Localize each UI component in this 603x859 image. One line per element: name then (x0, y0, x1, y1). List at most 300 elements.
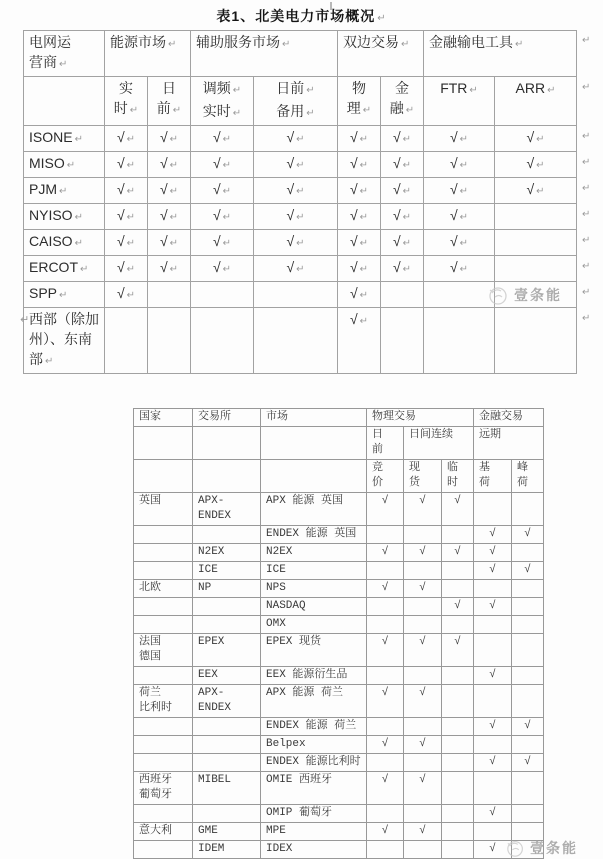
header-cell: 双边交易 ↵ (338, 30, 424, 77)
header-cell: 实 时 ↵ (105, 77, 148, 126)
paragraph-mark: ↵ (459, 212, 469, 223)
check-cell: √ ↵ (381, 178, 424, 204)
check-cell: √ ↵ (191, 204, 254, 230)
check-cell: √ ↵ (424, 230, 495, 256)
row-label-cell: 北欧 (133, 580, 193, 598)
watermark-bird-icon (487, 284, 511, 306)
paragraph-mark: ↵ (222, 212, 232, 223)
empty-cell (474, 685, 512, 718)
empty-cell (133, 427, 193, 460)
empty-cell (424, 282, 495, 308)
paragraph-mark: ↵ (459, 238, 469, 249)
check-cell: √ ↵ (424, 256, 495, 282)
paragraph-mark: ↵ (126, 134, 136, 145)
check-cell: √ ↵ (254, 126, 338, 152)
paragraph-mark: ↵ (582, 157, 591, 168)
check-cell: √ (442, 544, 474, 562)
check-cell: √ ↵ (424, 152, 495, 178)
check-cell: √ ↵ (254, 152, 338, 178)
check-cell: √ ↵ (105, 178, 148, 204)
paragraph-mark: ↵ (582, 313, 591, 324)
empty-cell (512, 685, 544, 718)
check-cell: √ ↵ (338, 256, 381, 282)
empty-cell (193, 616, 261, 634)
table-cell: OMX (261, 616, 367, 634)
header-cell: 临 时 (442, 460, 474, 493)
paragraph-mark: ↵ (359, 160, 369, 171)
paragraph-mark: ↵ (515, 39, 524, 50)
check-cell: √ (367, 685, 404, 718)
check-cell: √ ↵ (105, 126, 148, 152)
check-cell: √ ↵ (338, 152, 381, 178)
paragraph-mark: ↵ (402, 238, 412, 249)
table-cell: ICE (261, 562, 367, 580)
check-cell: √ ↵ (191, 152, 254, 178)
empty-cell (193, 598, 261, 616)
table-cell: APX-ENDEX (193, 493, 261, 526)
paragraph-mark: ↵ (296, 134, 305, 145)
table-cell: MIBEL (193, 772, 261, 805)
empty-cell (474, 616, 512, 634)
table-cell: APX 能源 荷兰 (261, 685, 367, 718)
empty-cell (367, 616, 404, 634)
empty-cell (367, 526, 404, 544)
table-cell: N2EX (193, 544, 261, 562)
paragraph-mark: ↵ (169, 212, 179, 223)
header-cell: 辅助服务市场 ↵ (191, 30, 338, 77)
empty-cell (474, 772, 512, 805)
empty-cell (424, 308, 495, 374)
paragraph-mark: ↵ (296, 212, 305, 223)
check-cell: √ ↵ (424, 178, 495, 204)
table-cell: IDEM (193, 841, 261, 859)
header-cell: 市场 (261, 408, 367, 427)
check-cell: √ ↵ (338, 178, 381, 204)
paragraph-mark: ↵ (359, 264, 369, 275)
check-cell: √ ↵ (105, 204, 148, 230)
empty-cell (404, 526, 442, 544)
watermark (505, 838, 578, 858)
empty-cell (133, 718, 193, 736)
empty-cell (367, 598, 404, 616)
table-cell: MPE (261, 823, 367, 841)
paragraph-mark: ↵ (232, 85, 242, 96)
check-cell: √ ↵ (424, 126, 495, 152)
paragraph-mark: ↵ (20, 314, 30, 326)
paragraph-mark: ↵ (536, 160, 545, 171)
north-america-market-table (23, 30, 593, 374)
empty-cell (367, 718, 404, 736)
table-cell: NASDAQ (261, 598, 367, 616)
check-cell: √ ↵ (105, 256, 148, 282)
empty-cell (512, 736, 544, 754)
table-cell: ENDEX 能源比利时 (261, 754, 367, 772)
empty-cell (133, 562, 193, 580)
paragraph-mark: ↵ (401, 39, 410, 50)
check-cell: √ ↵ (105, 152, 148, 178)
empty-cell (512, 580, 544, 598)
check-cell: √ (404, 736, 442, 754)
empty-cell (404, 667, 442, 685)
paragraph-mark: ↵ (126, 186, 136, 197)
header-cell: 竞 价 (367, 460, 404, 493)
row-label-cell: 荷兰 比利时 (133, 685, 193, 718)
paragraph-mark: ↵ (405, 105, 415, 116)
table-cell: EPEX 现货 (261, 634, 367, 667)
check-cell: √ ↵ (148, 230, 191, 256)
row-label-cell: 西班牙 葡萄牙 (133, 772, 193, 805)
check-cell: √ (474, 754, 512, 772)
check-cell: √ ↵ (381, 256, 424, 282)
paragraph-mark: ↵ (582, 261, 591, 272)
paragraph-mark: ↵ (74, 212, 83, 223)
empty-cell (193, 718, 261, 736)
paragraph-mark: ↵ (126, 160, 136, 171)
check-cell: √ (404, 493, 442, 526)
paragraph-mark: ↵ (80, 264, 89, 275)
check-cell: √ (512, 562, 544, 580)
paragraph-mark: ↵ (45, 356, 54, 367)
empty-cell (512, 772, 544, 805)
empty-cell (442, 772, 474, 805)
paragraph-mark: ↵ (74, 134, 83, 145)
table-cell: IDEX (261, 841, 367, 859)
paragraph-mark: ↵ (459, 186, 469, 197)
paragraph-mark: ↵ (59, 186, 68, 197)
check-cell: √ ↵ (105, 230, 148, 256)
empty-cell (404, 616, 442, 634)
check-cell: √ (367, 772, 404, 805)
empty-cell (193, 526, 261, 544)
paragraph-mark: ↵ (582, 35, 591, 46)
empty-cell (512, 544, 544, 562)
empty-cell (474, 634, 512, 667)
paragraph-mark: ↵ (296, 186, 305, 197)
paragraph-mark: ↵ (547, 85, 556, 96)
empty-cell (512, 805, 544, 823)
check-cell: √ ↵ (338, 126, 381, 152)
paragraph-mark: ↵ (402, 212, 412, 223)
check-cell: √ ↵ (254, 230, 338, 256)
check-cell: √ (367, 580, 404, 598)
check-cell: √ ↵ (495, 126, 577, 152)
paragraph-mark: ↵ (168, 39, 177, 50)
header-cell: 交易所 (193, 408, 261, 427)
check-cell: √ (474, 718, 512, 736)
paragraph-mark: ↵ (126, 212, 136, 223)
empty-cell (367, 667, 404, 685)
empty-cell (367, 754, 404, 772)
paragraph-mark: ↵ (536, 134, 545, 145)
header-cell: 国家 (133, 408, 193, 427)
paragraph-mark: ↵ (296, 238, 305, 249)
row-label-cell: 法国 德国 (133, 634, 193, 667)
empty-cell (442, 580, 474, 598)
watermark-text: 壹条能 (530, 840, 578, 856)
paragraph-mark: ↵ (169, 134, 179, 145)
empty-cell (495, 230, 577, 256)
check-cell: √ ↵ (191, 256, 254, 282)
empty-cell (261, 427, 367, 460)
paragraph-mark: ↵ (59, 59, 68, 70)
paragraph-mark: ↵ (126, 238, 136, 249)
check-cell: √ (367, 736, 404, 754)
check-cell: √ ↵ (148, 152, 191, 178)
empty-cell (512, 667, 544, 685)
paragraph-mark: ↵ (282, 39, 291, 50)
table-cell: ICE (193, 562, 261, 580)
row-label-cell: ISONE ↵ (23, 126, 105, 152)
check-cell: √ (442, 634, 474, 667)
europe-exchange-table (133, 408, 544, 859)
header-cell: 现 货 (404, 460, 442, 493)
check-cell: √ ↵ (191, 230, 254, 256)
check-cell: √ (404, 634, 442, 667)
empty-cell (367, 805, 404, 823)
paragraph-mark: ↵ (359, 212, 369, 223)
empty-cell (442, 841, 474, 859)
empty-cell (133, 841, 193, 859)
paragraph-mark: ↵ (582, 131, 591, 142)
paragraph-mark: ↵ (402, 134, 412, 145)
paragraph-mark: ↵ (222, 264, 232, 275)
paragraph-mark: ↵ (362, 105, 372, 116)
empty-cell (442, 805, 474, 823)
header-cell: 金 融 ↵ (381, 77, 424, 126)
header-cell: 能源市场 ↵ (105, 30, 191, 77)
empty-cell (474, 493, 512, 526)
empty-cell (193, 427, 261, 460)
check-cell: √ (404, 823, 442, 841)
empty-cell (193, 805, 261, 823)
header-cell: 物 理 ↵ (338, 77, 381, 126)
table-cell: OMIP 葡萄牙 (261, 805, 367, 823)
check-cell: √ (404, 685, 442, 718)
empty-cell (442, 736, 474, 754)
empty-cell (133, 544, 193, 562)
paragraph-mark: ↵ (59, 290, 68, 301)
paragraph-mark: ↵ (66, 160, 76, 171)
paragraph-mark: ↵ (222, 134, 232, 145)
row-label-cell: 意大利 (133, 823, 193, 841)
paragraph-mark: ↵ (172, 105, 182, 116)
table-cell: NPS (261, 580, 367, 598)
header-cell: 峰 荷 (512, 460, 544, 493)
paragraph-mark: ↵ (469, 85, 478, 96)
paragraph-mark: ↵ (402, 160, 412, 171)
paragraph-mark: ↵ (232, 108, 242, 119)
paragraph-mark: ↵ (582, 183, 591, 194)
empty-cell (133, 667, 193, 685)
check-cell: √ (474, 544, 512, 562)
header-cell: 基 荷 (474, 460, 512, 493)
check-cell: √ (474, 841, 512, 859)
check-cell: √ ↵ (495, 152, 577, 178)
empty-cell (442, 754, 474, 772)
check-cell: √ (367, 493, 404, 526)
empty-cell (495, 308, 577, 374)
table-cell: N2EX (261, 544, 367, 562)
paragraph-mark: ↵ (74, 238, 83, 249)
header-cell: 金融输电工具 ↵ (424, 30, 577, 77)
empty-cell (512, 493, 544, 526)
table-cell: EEX (193, 667, 261, 685)
paragraph-mark: ↵ (402, 264, 412, 275)
row-label-cell: CAISO ↵ (23, 230, 105, 256)
table-cell: APX 能源 英国 (261, 493, 367, 526)
header-cell: 日 前 (367, 427, 404, 460)
header-cell: 物理交易 (367, 408, 474, 427)
empty-cell (367, 841, 404, 859)
empty-cell (133, 754, 193, 772)
table-cell: APX-ENDEX (193, 685, 261, 718)
row-label-cell: MISO ↵ (23, 152, 105, 178)
row-label-cell: SPP ↵ (23, 282, 105, 308)
table-cell: Belpex (261, 736, 367, 754)
paragraph-mark: ↵ (222, 186, 232, 197)
paragraph-mark: ↵ (359, 316, 369, 327)
paragraph-mark: ↵ (169, 186, 179, 197)
check-cell: √ ↵ (338, 308, 381, 374)
paragraph-mark: ↵ (582, 82, 591, 93)
watermark-text: 壹条能 (514, 287, 562, 303)
watermark (487, 284, 562, 306)
empty-cell (404, 841, 442, 859)
paragraph-mark: ↵ (536, 186, 545, 197)
paragraph-mark: ↵ (169, 160, 179, 171)
paragraph-mark: ↵ (222, 160, 232, 171)
paragraph-mark: ↵ (126, 290, 136, 301)
check-cell: √ (404, 580, 442, 598)
empty-cell (133, 460, 193, 493)
check-cell: √ ↵ (495, 178, 577, 204)
empty-cell (381, 308, 424, 374)
paragraph-mark: ↵ (582, 235, 591, 246)
empty-cell (404, 598, 442, 616)
paragraph-mark: ↵ (126, 264, 136, 275)
check-cell: √ ↵ (148, 256, 191, 282)
empty-cell (495, 204, 577, 230)
paragraph-mark: ↵ (129, 105, 139, 116)
empty-cell (193, 460, 261, 493)
check-cell: √ (474, 805, 512, 823)
header-cell: 日前 ↵ 备用 ↵ (254, 77, 338, 126)
row-label-cell: PJM ↵ (23, 178, 105, 204)
paragraph-mark: ↵ (582, 209, 591, 220)
empty-cell (148, 308, 191, 374)
paragraph-mark: ↵ (359, 290, 369, 301)
paragraph-mark: ↵ (359, 238, 369, 249)
paragraph-mark: ↵ (377, 13, 387, 24)
check-cell: √ ↵ (381, 230, 424, 256)
empty-cell (133, 805, 193, 823)
header-cell: 调频 ↵ 实时 ↵ (191, 77, 254, 126)
check-cell: √ (404, 544, 442, 562)
check-cell: √ (367, 634, 404, 667)
check-cell: √ (512, 526, 544, 544)
header-cell: 电网运 营商 ↵ (23, 30, 105, 77)
empty-cell (367, 562, 404, 580)
paragraph-mark: ↵ (169, 238, 179, 249)
check-cell: √ ↵ (105, 282, 148, 308)
empty-cell (148, 282, 191, 308)
empty-cell (23, 77, 105, 126)
check-cell: √ ↵ (424, 204, 495, 230)
check-cell: √ ↵ (148, 126, 191, 152)
header-cell: 日间连续 (404, 427, 474, 460)
empty-cell (442, 667, 474, 685)
paragraph-mark: ↵ (359, 134, 369, 145)
check-cell: √ ↵ (148, 178, 191, 204)
check-cell: √ ↵ (381, 204, 424, 230)
check-cell: √ ↵ (191, 126, 254, 152)
check-cell: √ (442, 493, 474, 526)
table-cell: EEX 能源衍生品 (261, 667, 367, 685)
empty-cell (404, 718, 442, 736)
table-cell: ENDEX 能源 荷兰 (261, 718, 367, 736)
check-cell: √ (474, 667, 512, 685)
paragraph-mark: ↵ (222, 238, 232, 249)
empty-cell (512, 598, 544, 616)
check-cell: √ ↵ (254, 178, 338, 204)
check-cell: √ ↵ (381, 152, 424, 178)
check-cell: √ (442, 598, 474, 616)
empty-cell (193, 736, 261, 754)
empty-cell (442, 562, 474, 580)
empty-cell (133, 736, 193, 754)
check-cell: √ ↵ (338, 230, 381, 256)
empty-cell (404, 805, 442, 823)
check-cell: √ ↵ (191, 178, 254, 204)
table-cell: NP (193, 580, 261, 598)
empty-cell (404, 754, 442, 772)
empty-cell (442, 823, 474, 841)
check-cell: √ (367, 823, 404, 841)
empty-cell (133, 526, 193, 544)
check-cell: √ ↵ (148, 204, 191, 230)
paragraph-mark: ↵ (169, 264, 179, 275)
empty-cell (254, 282, 338, 308)
row-label-cell: 西部（除加 州）、东南部 ↵ (23, 308, 105, 374)
paragraph-mark: ↵ (359, 186, 369, 197)
empty-cell (254, 308, 338, 374)
row-label-cell: ERCOT ↵ (23, 256, 105, 282)
row-label-cell: NYISO ↵ (23, 204, 105, 230)
check-cell: √ ↵ (254, 256, 338, 282)
watermark-bird-icon (505, 838, 527, 858)
check-cell: √ ↵ (254, 204, 338, 230)
paragraph-mark: ↵ (459, 264, 469, 275)
paragraph-mark: ↵ (306, 108, 315, 119)
empty-cell (105, 308, 148, 374)
empty-cell (474, 580, 512, 598)
paragraph-mark: ↵ (296, 264, 305, 275)
paragraph-mark: ↵ (296, 160, 305, 171)
empty-cell (404, 562, 442, 580)
empty-cell (191, 282, 254, 308)
check-cell: √ (512, 754, 544, 772)
check-cell: √ (512, 718, 544, 736)
paragraph-mark: ↵ (459, 134, 469, 145)
header-cell: ARR ↵ (495, 77, 577, 126)
table-cell: OMIE 西班牙 (261, 772, 367, 805)
paragraph-mark: ↵ (402, 186, 412, 197)
paragraph-mark: ↵ (306, 85, 315, 96)
table-cell: GME (193, 823, 261, 841)
check-cell: √ (474, 526, 512, 544)
paragraph-mark: ↵ (582, 287, 591, 298)
empty-cell (261, 460, 367, 493)
